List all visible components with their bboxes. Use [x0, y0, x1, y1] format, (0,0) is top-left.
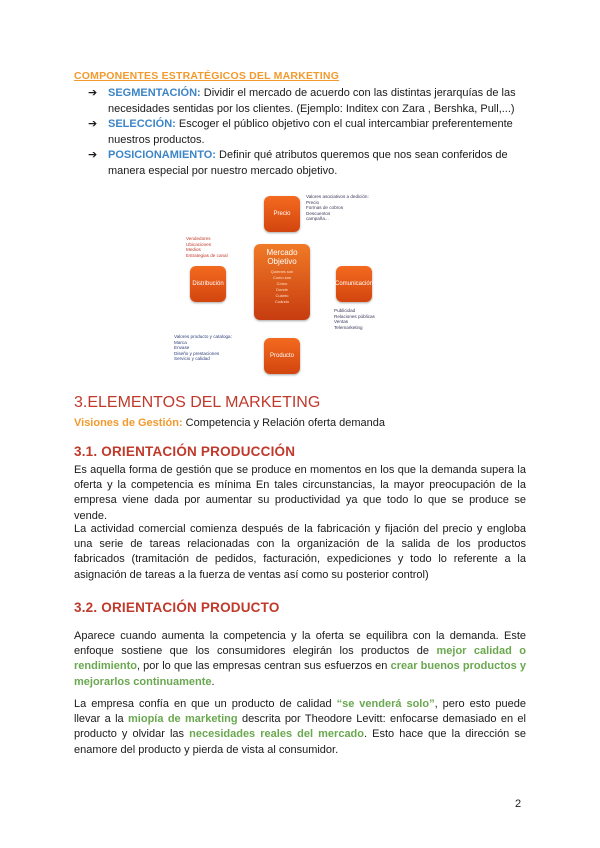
- product-box: [264, 338, 300, 374]
- section-title: 3.ELEMENTOS DEL MARKETING: [74, 394, 321, 411]
- vision-text: Competencia y Relación oferta demanda: [182, 417, 386, 429]
- note-line: Diseño y prestaciones: [174, 350, 220, 356]
- note-line: Relaciones públicas: [334, 313, 375, 319]
- note-line: Formas de cobros: [306, 205, 344, 211]
- bullet-text: Escoger el público objetivo con el cual intercambiar preferentemente nuestros productos.: [108, 118, 513, 146]
- product-note: [174, 334, 232, 362]
- highlight-text: miopía de marketing: [128, 713, 238, 726]
- target-market-box: [254, 244, 310, 320]
- text-run: , pero esto puede llevar a la: [74, 698, 526, 726]
- highlight-text: necesidades reales del mercado: [189, 728, 364, 741]
- production-paragraph-1: Es aquella forma de gestión que se produce en momentos en los que la demanda supera la oferta y la competencia es mínima En tales circunstancias, la mayor preocupación de la empresa viene dada por aumentar su productividad ya que todo lo que se produce se vende.: [74, 464, 526, 522]
- arrow-icon: ➔: [88, 149, 98, 161]
- price-box: [264, 196, 300, 232]
- components-list: [88, 86, 528, 179]
- list-item: Quienes son: [270, 269, 294, 274]
- distribution-label: Distribución: [192, 281, 224, 287]
- product-label: Producto: [269, 353, 294, 359]
- target-market-items: [271, 269, 293, 305]
- note-line: Telemarketing: [334, 324, 363, 330]
- note-line: Medios: [186, 247, 201, 253]
- product-paragraph-1: [74, 629, 526, 690]
- product-paragraph-2: [74, 697, 526, 758]
- note-line: Ubicaciones: [186, 241, 212, 247]
- note-line: Marca: [174, 339, 187, 345]
- text-run: Aparece cuando aumenta la competencia y la oferta se equilibra con la demanda. Este enfoque sostiene que los consumidores elegirán los productos de: [74, 630, 526, 658]
- note-line: Estrategias de canal: [186, 252, 228, 258]
- subsection-title-product: 3.2. ORIENTACIÓN PRODUCTO: [74, 600, 280, 615]
- communication-box: [336, 266, 372, 302]
- note-line: Envase: [174, 345, 190, 351]
- note-line: Servicio y calidad: [174, 356, 210, 362]
- list-item: [88, 117, 528, 148]
- list-item: Donde: [276, 287, 288, 292]
- bullet-text: Definir qué atributos queremos que nos sean conferidos de manera especial por nuestro mercado objetivo.: [108, 149, 508, 177]
- highlight-text: “se venderá solo”: [336, 698, 435, 710]
- note-line: Descuentos: [306, 210, 331, 216]
- list-item: Cuánto: [275, 293, 289, 298]
- communication-label: Comunicación: [334, 281, 374, 287]
- marketing-mix-diagram: [168, 190, 418, 380]
- price-label: Precio: [273, 211, 291, 217]
- list-item: Cómo: [276, 281, 288, 286]
- note-line: Vendedores: [186, 236, 211, 241]
- target-market-title: Mercado Objetivo: [266, 248, 298, 266]
- note-line: Valores producto y cataloga:: [174, 334, 232, 339]
- production-paragraph-2: La actividad comercial comienza después de la fabricación y fijación del precio y engloba una serie de tareas relacionadas con la organización de la salida de los productos fabricados (tramitación de pedidos, facturación, expediciones y todo lo referente a la asignación de tareas a la fuerza de ventas así como su posterior control): [74, 523, 526, 581]
- price-note: [306, 194, 369, 222]
- text-run: , por lo que las empresas centran sus esfuerzos en: [136, 660, 391, 673]
- text-run: La empresa confía en que un producto de calidad: [74, 698, 337, 710]
- note-line: Valores asociativos a dedición:: [306, 194, 369, 199]
- highlight-text: crear buenos productos y mejorarlos continuamente: [74, 660, 526, 688]
- text-run: descrita por Theodore Levitt: enfocarse demasiado en el producto y olvidar las: [74, 713, 526, 741]
- distribution-note: [186, 236, 228, 258]
- communication-note: [334, 308, 375, 330]
- text-run: . Esto hace que la dirección se enamore del producto y pierda de vista al consumidor.: [74, 728, 527, 756]
- arrow-icon: ➔: [88, 87, 98, 99]
- note-line: Precio: [306, 199, 320, 205]
- vision-label: Visiones de Gestión:: [74, 417, 183, 429]
- note-line: campaña...: [306, 216, 329, 222]
- bullet-term: SELECCIÓN:: [108, 118, 176, 130]
- page-number: 2: [515, 798, 522, 810]
- bullet-term: SEGMENTACIÓN:: [108, 87, 201, 99]
- bullet-text: Dividir el mercado de acuerdo con las distintas jerarquías de las necesidades sentidas por los clientes. (Ejemplo: Inditex con Zara , Bershka, Pull,...): [108, 87, 516, 115]
- subsection-title-production: 3.1. ORIENTACIÓN PRODUCCIÓN: [74, 444, 296, 459]
- note-line: Publicidad: [334, 308, 356, 313]
- vision-line: [74, 417, 385, 429]
- components-title: COMPONENTES ESTRATÉGICOS DEL MARKETING: [74, 70, 340, 82]
- note-line: Ventas: [334, 319, 349, 325]
- list-item: [88, 86, 528, 117]
- list-item: [88, 148, 528, 179]
- bullet-term: POSICIONAMIENTO:: [108, 149, 216, 161]
- distribution-box: [190, 266, 226, 302]
- list-item: Cuándo: [274, 299, 289, 304]
- arrow-icon: ➔: [88, 118, 98, 130]
- highlight-text: mejor calidad o rendimiento: [74, 645, 526, 673]
- text-run: .: [211, 675, 215, 688]
- list-item: Como son: [272, 275, 292, 280]
